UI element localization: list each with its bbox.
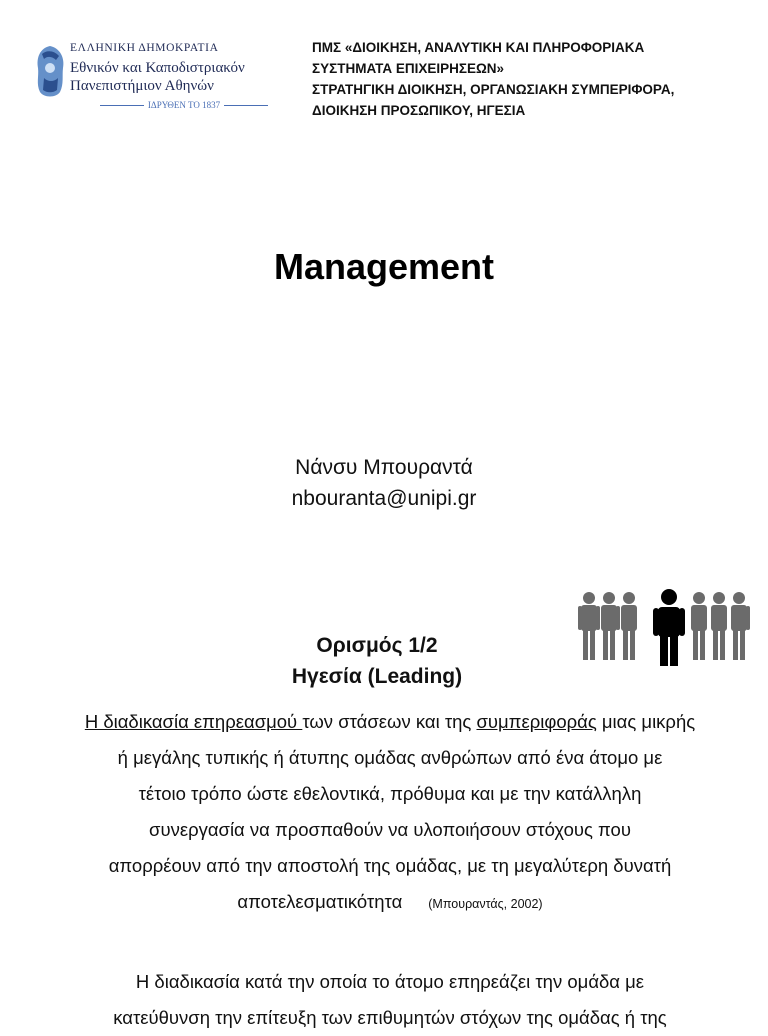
header-line: ΣΥΣΤΗΜΑΤΑ ΕΠΙΧΕΙΡΗΣΕΩΝ» <box>312 61 505 76</box>
second-definition-paragraph <box>40 964 740 1036</box>
header-line: ΣΤΡΑΤΗΓΙΚΗ ΔΙΟΙΚΗΣΗ, ΟΡΓΑΝΩΣΙΑΚΗ ΣΥΜΠΕΡΙΦΟΡΑ, <box>312 82 675 97</box>
underlined-phrase: Η διαδικασία επηρεασμού <box>84 711 303 732</box>
header-line: ΔΙΟΙΚΗΣΗ ΠΡΟΣΩΠΙΚΟΥ, ΗΓΕΣΙΑ <box>312 103 526 118</box>
header-line: ΠΜΣ «ΔΙΟΙΚΗΣΗ, ΑΝΑΛΥΤΙΚΗ ΚΑΙ ΠΛΗΡΟΦΟΡΙΑΚΑ <box>312 40 645 55</box>
slide-title: Management <box>273 246 495 287</box>
citation: (Μπουραντάς, 2002) <box>428 897 543 911</box>
definition-paragraph <box>40 704 740 922</box>
logo-founded-text: ΙΔΡΥΘΕΝ ΤΟ 1837 <box>86 100 282 110</box>
definition-line: ή μεγάλης τυπικής ή άτυπης ομάδας ανθρώπων από ένα άτομο με <box>117 747 663 768</box>
definition-line <box>40 704 740 740</box>
definition-line <box>40 884 740 922</box>
definition-text: μιας μικρής <box>596 711 696 732</box>
logo-university-name-2: Πανεπιστήμιον Αθηνών <box>70 78 214 94</box>
definition-text: των στάσεων και της <box>302 711 477 732</box>
definition-line: συνεργασία να προσπαθούν να υλοποιήσουν στόχους που <box>149 819 631 840</box>
definition-line: τέτοιο τρόπο ώστε εθελοντικά, πρόθυμα και με την κατάλληλη <box>138 783 642 804</box>
paragraph-line: Η διαδικασία κατά την οποία το άτομο επηρεάζει την ομάδα με <box>135 971 645 992</box>
definition-line: απορρέουν από την αποστολή της ομάδας, με τη μεγαλύτερη δυνατή <box>108 855 672 876</box>
definition-number: Ορισμός 1/2 <box>316 634 438 657</box>
paragraph-line: κατεύθυνση την επίτευξη των επιθυμητών στόχων της ομάδας ή της <box>113 1007 667 1028</box>
definition-text: αποτελεσματικότητα <box>237 891 403 912</box>
logo-country-text: ΕΛΛΗΝΙΚΗ ΔΗΜΟΚΡΑΤΙΑ <box>70 42 219 54</box>
definition-topic: Ηγεσία (Leading) <box>291 665 463 688</box>
logo-university-name-1: Εθνικόν και Καποδιστριακόν <box>70 60 245 76</box>
university-logo <box>32 40 297 112</box>
athena-emblem-icon <box>32 44 68 100</box>
program-header <box>312 37 752 121</box>
author-name: Νάνσυ Μπουραντά <box>295 456 473 479</box>
section-heading <box>0 630 754 692</box>
author-email: nbouranta@unipi.gr <box>291 487 477 510</box>
underlined-phrase: συμπεριφοράς <box>476 711 597 732</box>
author-block <box>0 452 768 514</box>
